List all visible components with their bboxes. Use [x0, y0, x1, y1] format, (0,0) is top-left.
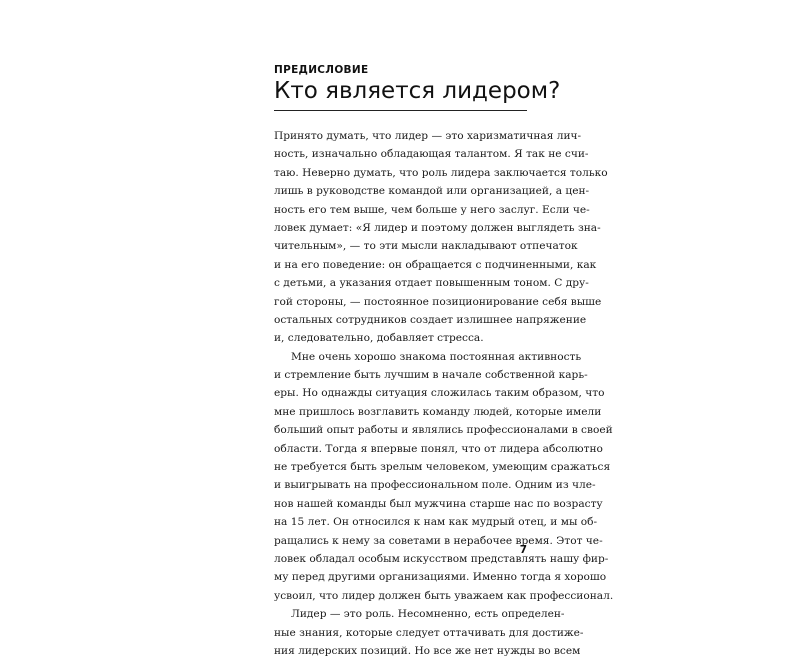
- text-line: и выигрывать на профессиональном поле. Одним из чле-: [274, 479, 596, 492]
- page-number: 7: [519, 544, 527, 556]
- text-line: и на его поведение: он обращается с подчиненными, как: [274, 258, 597, 271]
- text-line: больший опыт работы и являлись профессионалами в своей: [274, 424, 613, 437]
- text-line: Лидер — это роль. Несомненно, есть определен-: [291, 608, 565, 621]
- text-line: с детьми, а указания отдает повышенным тоном. С дру-: [274, 277, 589, 290]
- text-line: лишь в руководстве командой или организацией, а цен-: [274, 185, 590, 198]
- text-line: Принято думать, что лидер — это харизматичная лич-: [274, 130, 582, 142]
- body-text: [274, 127, 614, 660]
- text-line: и стремление быть лучшим в начале собственной карь-: [274, 369, 588, 382]
- text-line: му перед другими организациями. Именно тогда я хорошо: [274, 571, 607, 584]
- text-line: таю. Неверно думать, что роль лидера заключается только: [274, 166, 608, 179]
- text-line: ловек думает: «Я лидер и поэтому должен выглядеть зна-: [274, 221, 601, 234]
- text-line: остальных сотрудников создает излишнее напряжение: [274, 313, 587, 326]
- text-line: области. Тогда я впервые понял, что от лидера абсолютно: [274, 442, 603, 455]
- text-line: нов нашей команды был мужчина старше нас по возрасту: [274, 497, 603, 510]
- chapter-title: Кто является лидером?: [274, 78, 561, 104]
- text-line: ность его тем выше, чем больше у него заслуг. Если че-: [274, 203, 590, 216]
- text-line: гой стороны, — постоянное позиционирование себя выше: [274, 295, 602, 308]
- text-line: и, следовательно, добавляет стресса.: [274, 332, 484, 345]
- section-label: ПРЕДИСЛОВИЕ: [274, 64, 369, 76]
- text-line: на 15 лет. Он относился к нам как мудрый отец, и мы об-: [274, 516, 598, 529]
- text-line: не требуется быть зрелым человеком, умеющим сражаться: [274, 461, 611, 474]
- text-line: ловек обладал особым искусством представлять нашу фир-: [274, 552, 609, 565]
- title-divider: [274, 110, 527, 111]
- text-line: ращались к нему за советами в нерабочее время. Этот че-: [274, 534, 603, 547]
- text-line: ность, изначально обладающая талантом. Я так не счи-: [274, 148, 589, 161]
- text-line: еры. Но однажды ситуация сложилась таким образом, что: [274, 387, 605, 400]
- text-line: чительным», — то эти мысли накладывают отпечаток: [274, 240, 578, 253]
- text-line: усвоил, что лидер должен быть уважаем как профессионал.: [274, 589, 614, 602]
- text-line: Мне очень хорошо знакома постоянная активность: [291, 350, 582, 363]
- text-line: мне пришлось возглавить команду людей, которые имели: [274, 405, 602, 418]
- text-line: ные знания, которые следует оттачивать для достиже-: [274, 626, 584, 639]
- text-line: ния лидерских позиций. Но все же нет нужды во всем: [274, 644, 581, 657]
